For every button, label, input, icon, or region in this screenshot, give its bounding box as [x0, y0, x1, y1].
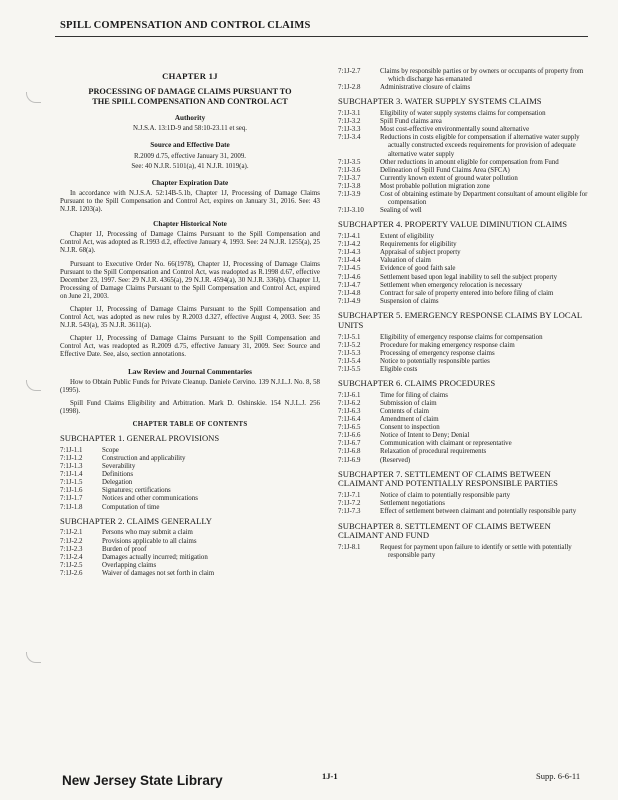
section-title: Contents of claim: [380, 407, 429, 415]
toc-item: [60, 570, 320, 578]
section-number: 7:1J-5.2: [338, 341, 361, 349]
subchapter-heading: SUBCHAPTER 3. WATER SUPPLY SYSTEMS CLAIMS: [338, 96, 542, 107]
history-paragraph: Chapter 1J, Processing of Damage Claims Pursuant to the Spill Compensation and Control Act, was adopted as R.1993 d.2, effective January 4, 1993. See: 24 N.J.R. 1255(a), 25 N.J.R. 68(a).: [60, 231, 320, 255]
section-title: Appraisal of subject property: [380, 249, 461, 257]
toc-item: [338, 233, 590, 241]
toc-item: [338, 134, 590, 158]
section-number: 7:1J-3.10: [338, 207, 364, 215]
toc-item: [338, 500, 590, 508]
section-number: 7:1J-6.8: [338, 448, 361, 456]
source-heading: Source and Effective Date: [150, 141, 230, 150]
section-number: 7:1J-5.1: [338, 333, 361, 341]
left-column: [60, 72, 320, 578]
toc-item: [338, 274, 590, 282]
section-title: Notices and other communications: [102, 495, 198, 503]
expiration-text: In accordance with N.J.S.A. 52:14B-5.1b, Chapter 1J, Processing of Damage Claims Pursuant to the Spill Compensation and Control Act, expires on January 31, 2016. See: 43 N.J.R. 1203(a).: [60, 189, 320, 214]
source-line: See: 40 N.J.R. 5101(a), 41 N.J.R. 1019(a).: [131, 162, 249, 170]
toc-item: [60, 504, 320, 512]
toc-item: [338, 84, 590, 92]
toc-item: [338, 457, 590, 465]
law-review-entry: Spill Fund Claims Eligibility and Arbitration. Mark D. Oshinskie. 154 N.J.L.J. 256 (1998).: [60, 399, 320, 415]
toc-item: [338, 440, 590, 448]
toc-item: [60, 455, 320, 463]
toc-item: [338, 298, 590, 306]
section-number: 7:1J-4.3: [338, 249, 361, 257]
history-heading: Chapter Historical Note: [153, 220, 227, 229]
section-number: 7:1J-1.4: [60, 471, 83, 479]
toc-item: [60, 546, 320, 554]
section-title: Notice of claim to potentially responsible party: [380, 492, 511, 500]
section-number: 7:1J-6.5: [338, 424, 361, 432]
header-rule: [55, 36, 588, 37]
toc-item: [60, 471, 320, 479]
section-number: 7:1J-2.5: [60, 561, 83, 569]
section-number: 7:1J-6.6: [338, 432, 361, 440]
toc-item: [60, 562, 320, 570]
section-title: Most probable pollution migration zone: [380, 182, 490, 190]
section-number: 7:1J-6.4: [338, 416, 361, 424]
section-title: Evidence of good faith sale: [380, 265, 456, 273]
toc-item: [60, 538, 320, 546]
toc-item: [60, 447, 320, 455]
section-number: 7:1J-2.7: [338, 68, 361, 75]
section-number: 7:1J-6.9: [338, 456, 361, 464]
section-title: Scope: [102, 446, 119, 454]
section-number: 7:1J-1.3: [60, 463, 83, 471]
section-number: 7:1J-7.3: [338, 508, 361, 516]
section-title: Amendment of claim: [380, 416, 439, 424]
section-number: 7:1J-4.2: [338, 241, 361, 249]
toc-item: [338, 159, 590, 167]
section-title: Computation of time: [102, 503, 160, 511]
law-review-heading: Law Review and Journal Commentaries: [128, 367, 252, 376]
right-column: [338, 68, 590, 560]
section-number: 7:1J-5.3: [338, 349, 361, 357]
section-number: 7:1J-3.3: [338, 126, 361, 134]
subchapter-heading: SUBCHAPTER 7. SETTLEMENT OF CLAIMS BETWEEN CLAIMANT AND POTENTIALLY RESPONSIBLE PARTIES: [338, 468, 558, 489]
supplement-date: Supp. 6-6-11: [536, 771, 581, 781]
section-title: Relaxation of procedural requirements: [380, 448, 487, 456]
toc-item: [338, 416, 590, 424]
section-number: 7:1J-2.1: [60, 529, 83, 537]
toc-item: [338, 257, 590, 265]
chapter-subtitle: [60, 87, 320, 106]
section-title: (Reserved): [380, 456, 411, 464]
section-number: 7:1J-2.4: [60, 553, 83, 561]
section-number: 7:1J-5.5: [338, 365, 361, 373]
section-title: Reductions in costs eligible for compensation if alternative water supply actually constructed exceeds requirements for provision of adequate alternative water supply: [380, 134, 580, 158]
section-title: Construction and applicability: [102, 454, 186, 462]
section-title: Other reductions in amount eligible for compensation from Fund: [380, 158, 559, 166]
section-title: Claims by responsible parties or by owners or occupants of property from which discharge has emanated: [380, 68, 584, 84]
section-title: Extent of eligibility: [380, 233, 434, 241]
section-number: 7:1J-2.2: [60, 537, 83, 545]
section-number: 7:1J-1.7: [60, 495, 83, 503]
toc-item: [338, 126, 590, 134]
section-number: 7:1J-8.1: [338, 544, 361, 552]
section-number: 7:1J-6.7: [338, 440, 361, 448]
toc-item: [60, 495, 320, 503]
section-title: Persons who may submit a claim: [102, 529, 193, 537]
section-number: 7:1J-6.1: [338, 391, 361, 399]
section-number: 7:1J-1.5: [60, 479, 83, 487]
toc-item: [338, 110, 590, 118]
toc-item: [338, 408, 590, 416]
section-number: 7:1J-3.9: [338, 191, 361, 199]
section-title: Burden of proof: [102, 545, 147, 553]
toc-item: [60, 554, 320, 562]
section-number: 7:1J-2.3: [60, 545, 83, 553]
toc-item: [338, 118, 590, 126]
section-number: 7:1J-7.1: [338, 492, 361, 500]
section-title: Suspension of claims: [380, 297, 439, 305]
section-title: Settlement negotiations: [380, 500, 445, 508]
toc-item: [60, 463, 320, 471]
section-title: Sealing of well: [380, 207, 422, 215]
toc-item: [338, 508, 590, 516]
section-title: Administrative closure of claims: [380, 84, 471, 92]
section-number: 7:1J-2.6: [60, 569, 83, 577]
toc-item: [338, 249, 590, 257]
section-title: Currently known extent of ground water pollution: [380, 174, 518, 182]
section-title: Damages actually incurred; mitigation: [102, 553, 208, 561]
section-title: Delegation: [102, 479, 133, 487]
section-title: Waiver of damages not set forth in claim: [102, 569, 215, 577]
history-paragraph: Pursuant to Executive Order No. 66(1978), Chapter 1J, Processing of Damage Claims Pursuant to the Spill Compensation and Control Act, was readopted as R.1998 d.67, effective December 23, 1997. See: 29 N.J.R. 4365(a), 29 N.J.R. 4594(a), 30 N.J.R. 336(b). Chapter 1J, Processing of Damage Claims Pursuant to the Spill Compensation and Control Act, expired on June 21, 2003.: [60, 260, 320, 300]
toc-item: [338, 448, 590, 456]
section-title: Notice of Intent to Deny; Denial: [380, 432, 470, 440]
section-title: Communication with claimant or representative: [380, 440, 512, 448]
margin-mark: [26, 92, 41, 103]
source-line: R.2009 d.75, effective January 31, 2009.: [133, 152, 246, 160]
section-title: Eligibility of water supply systems claims for compensation: [380, 110, 546, 118]
section-number: 7:1J-4.9: [338, 297, 361, 305]
toc-item: [338, 544, 590, 560]
section-title: Requirements for eligibility: [380, 241, 457, 249]
section-number: 7:1J-3.2: [338, 118, 361, 126]
toc-item: [60, 487, 320, 495]
history-paragraph: Chapter 1J, Processing of Damage Claims Pursuant to the Spill Compensation and Control Act, was readopted as R.2009 d.75, effective January 31, 2009. See: Source and Effective Date. See, also, section annotations.: [60, 335, 320, 359]
section-title: Severability: [102, 463, 136, 471]
section-title: Provisions applicable to all claims: [102, 537, 197, 545]
section-title: Processing of emergency response claims: [380, 349, 495, 357]
section-number: 7:1J-4.4: [338, 257, 361, 265]
subchapter-heading: SUBCHAPTER 5. EMERGENCY RESPONSE CLAIMS BY LOCAL UNITS: [338, 309, 582, 330]
left-table-of-contents: [60, 434, 320, 578]
section-number: 7:1J-6.2: [338, 399, 361, 407]
section-number: 7:1J-1.2: [60, 454, 83, 462]
section-title: Notice to potentially responsible parties: [380, 357, 490, 365]
page-number: 1J-1: [322, 771, 338, 781]
continued-toc-items: [338, 68, 590, 92]
subchapter-heading: SUBCHAPTER 8. SETTLEMENT OF CLAIMS BETWEEN CLAIMANT AND FUND: [338, 520, 551, 541]
toc-item: [338, 241, 590, 249]
section-number: 7:1J-3.1: [338, 110, 361, 118]
history-paragraph: Chapter 1J, Processing of Damage Claims Pursuant to the Spill Compensation and Control Act, was adopted as new rules by R.2003 d.327, effective August 4, 2003. See: 35 N.J.R. 543(a), 35 N.J.R. 3611(a).: [60, 305, 320, 330]
subchapter-heading: SUBCHAPTER 2. CLAIMS GENERALLY: [60, 515, 212, 526]
authority-text: N.J.S.A. 13:1D-9 and 58:10-23.11 et seq.: [132, 125, 247, 133]
margin-mark: [26, 380, 41, 391]
section-number: 7:1J-1.6: [60, 487, 83, 495]
library-watermark: New Jersey State Library: [62, 773, 223, 788]
section-title: Most cost-effective environmentally sound alternative: [380, 126, 530, 134]
section-title: Valuation of claim: [380, 257, 431, 265]
section-number: 7:1J-4.1: [338, 233, 361, 241]
subchapter-heading: SUBCHAPTER 4. PROPERTY VALUE DIMINUTION CLAIMS: [338, 219, 567, 230]
toc-item: [338, 392, 590, 400]
section-title: Procedure for making emergency response claim: [380, 341, 515, 349]
toc-item: [60, 529, 320, 537]
section-title: Request for payment upon failure to identify or settle with potentially responsible party: [380, 544, 572, 560]
toc-item: [60, 479, 320, 487]
section-number: 7:1J-4.6: [338, 273, 361, 281]
toc-item: [338, 334, 590, 342]
toc-item: [338, 290, 590, 298]
section-title: Submission of claim: [380, 399, 437, 407]
toc-item: [338, 183, 590, 191]
section-title: Settlement based upon legal inability to sell the subject property: [380, 273, 558, 281]
toc-title: CHAPTER TABLE OF CONTENTS: [132, 421, 248, 428]
toc-item: [338, 366, 590, 374]
section-number: 7:1J-3.5: [338, 158, 361, 166]
section-title: Eligible costs: [380, 365, 418, 373]
expiration-heading: Chapter Expiration Date: [151, 178, 229, 187]
section-number: 7:1J-2.8: [338, 84, 361, 92]
chapter-subtitle-line: THE SPILL COMPENSATION AND CONTROL ACT: [92, 96, 288, 106]
toc-item: [338, 350, 590, 358]
toc-item: [338, 400, 590, 408]
toc-item: [338, 265, 590, 273]
chapter-title: CHAPTER 1J: [162, 71, 218, 81]
toc-item: [338, 492, 590, 500]
section-title: Effect of settlement between claimant and potentially responsible party: [380, 508, 577, 516]
section-number: 7:1J-3.6: [338, 166, 361, 174]
toc-item: [338, 167, 590, 175]
law-review-entry: How to Obtain Public Funds for Private Cleanup. Daniele Cervino. 139 N.J.L.J. No. 8, 58 (1995).: [60, 378, 320, 394]
section-title: Time for filing of claims: [380, 391, 448, 399]
section-title: Settlement when emergency relocation is necessary: [380, 281, 523, 289]
section-title: Definitions: [102, 471, 134, 479]
toc-item: [338, 191, 590, 207]
section-number: 7:1J-1.1: [60, 446, 83, 454]
subchapter-heading: SUBCHAPTER 1. GENERAL PROVISIONS: [60, 433, 220, 444]
section-number: 7:1J-3.8: [338, 182, 361, 190]
toc-item: [338, 207, 590, 215]
section-title: Overlapping claims: [102, 561, 157, 569]
authority-heading: Authority: [174, 114, 206, 123]
section-number: 7:1J-3.4: [338, 134, 361, 142]
section-title: Signatures; certifications: [102, 487, 171, 495]
section-title: Eligibility of emergency response claims for compensation: [380, 333, 543, 341]
section-number: 7:1J-4.5: [338, 265, 361, 273]
section-title: Consent to inspection: [380, 424, 440, 432]
right-table-of-contents: [338, 97, 590, 560]
section-title: Delineation of Spill Fund Claims Area (SFCA): [380, 166, 510, 174]
toc-item: [338, 175, 590, 183]
section-number: 7:1J-3.7: [338, 174, 361, 182]
toc-item: [338, 432, 590, 440]
toc-item: [338, 282, 590, 290]
section-title: Cost of obtaining estimate by Department consultant of amount eligible for compensation: [380, 191, 588, 207]
chapter-subtitle-line: PROCESSING OF DAMAGE CLAIMS PURSUANT TO: [88, 87, 292, 97]
toc-item: [338, 424, 590, 432]
toc-item: [338, 342, 590, 350]
toc-item: [338, 68, 590, 84]
section-number: 7:1J-6.3: [338, 407, 361, 415]
margin-mark: [26, 652, 41, 663]
section-title: Spill Fund claims area: [380, 118, 442, 126]
section-title: Contract for sale of property entered into before filing of claim: [380, 289, 554, 297]
section-number: 7:1J-4.8: [338, 289, 361, 297]
section-number: 7:1J-4.7: [338, 281, 361, 289]
section-number: 7:1J-1.8: [60, 503, 83, 511]
section-number: 7:1J-5.4: [338, 357, 361, 365]
running-head: SPILL COMPENSATION AND CONTROL CLAIMS: [60, 20, 311, 31]
section-number: 7:1J-7.2: [338, 500, 361, 508]
toc-item: [338, 358, 590, 366]
subchapter-heading: SUBCHAPTER 6. CLAIMS PROCEDURES: [338, 378, 496, 388]
